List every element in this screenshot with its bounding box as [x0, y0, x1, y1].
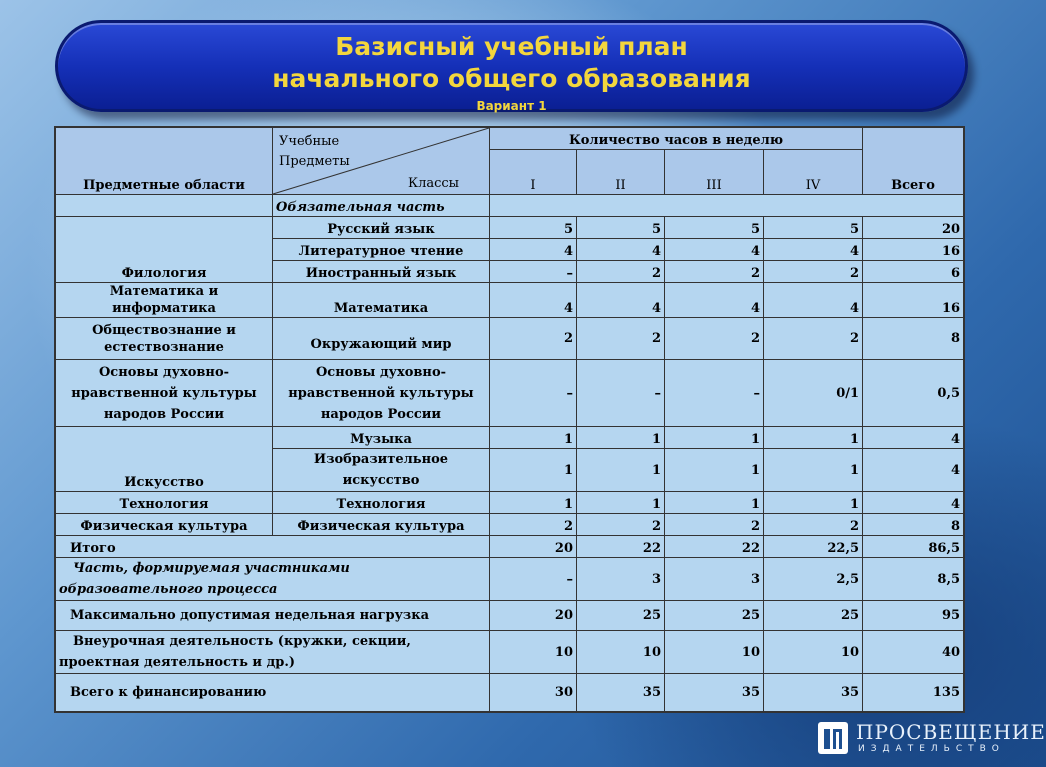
- area-cell: Филология: [56, 217, 273, 283]
- table-row: [56, 360, 964, 427]
- subject-cell: Изобразительное искусство: [273, 449, 490, 492]
- subject-cell: Русский язык: [273, 217, 490, 239]
- hours-cell: 2,5: [764, 558, 863, 601]
- hours-cell: 22,5: [764, 536, 863, 558]
- hours-cell: 1: [490, 449, 577, 492]
- summary-label: Внеурочная деятельность (кружки, секции, проектная деятельность и др.): [56, 631, 490, 674]
- total-cell: 16: [863, 283, 964, 318]
- hours-cell: 1: [577, 492, 665, 514]
- hours-cell: 5: [490, 217, 577, 239]
- hours-cell: 5: [577, 217, 665, 239]
- subject-cell: Математика: [273, 283, 490, 318]
- area-cell: Обществознание и естествознание: [56, 318, 273, 360]
- hours-cell: 2: [764, 318, 863, 360]
- hours-cell: 2: [577, 514, 665, 536]
- area-cell: Математика и информатика: [56, 283, 273, 318]
- table-row: [56, 492, 964, 514]
- summary-row: [56, 536, 964, 558]
- summary-row: [56, 601, 964, 631]
- hours-cell: 1: [577, 427, 665, 449]
- grade-header: II: [577, 150, 665, 195]
- hours-cell: –: [490, 360, 577, 427]
- subject-cell: Иностранный язык: [273, 261, 490, 283]
- hours-cell: 4: [665, 283, 764, 318]
- empty-cell: [490, 195, 964, 217]
- hours-cell: 1: [764, 492, 863, 514]
- hours-cell: 4: [490, 283, 577, 318]
- hours-cell: 35: [665, 674, 764, 712]
- hours-cell: 0/1: [764, 360, 863, 427]
- total-cell: 6: [863, 261, 964, 283]
- mandatory-part-label: Обязательная часть: [273, 195, 490, 217]
- hours-cell: 30: [490, 674, 577, 712]
- publisher-subtitle: ИЗДАТЕЛЬСТВО: [858, 744, 1005, 754]
- table-row: [56, 217, 964, 239]
- hours-cell: 1: [665, 492, 764, 514]
- hours-cell: 4: [665, 239, 764, 261]
- hours-cell: 1: [490, 492, 577, 514]
- hours-cell: 4: [764, 239, 863, 261]
- hours-cell: 25: [764, 601, 863, 631]
- hours-cell: 3: [665, 558, 764, 601]
- total-cell: 8: [863, 318, 964, 360]
- hours-cell: 25: [577, 601, 665, 631]
- total-cell: 95: [863, 601, 964, 631]
- grade-header: III: [665, 150, 764, 195]
- hours-cell: 4: [577, 239, 665, 261]
- summary-row: [56, 631, 964, 674]
- total-cell: 0,5: [863, 360, 964, 427]
- hours-cell: 22: [665, 536, 764, 558]
- variant-label: Вариант 1: [476, 99, 547, 113]
- hours-cell: 22: [577, 536, 665, 558]
- total-cell: 86,5: [863, 536, 964, 558]
- hours-cell: 25: [665, 601, 764, 631]
- grade-header: I: [490, 150, 577, 195]
- hours-cell: 1: [764, 449, 863, 492]
- hours-cell: 1: [577, 449, 665, 492]
- publisher-name: ПРОСВЕЩЕНИЕ: [856, 720, 1046, 744]
- hours-cell: 4: [490, 239, 577, 261]
- total-cell: 8,5: [863, 558, 964, 601]
- table-row: [56, 514, 964, 536]
- total-cell: 135: [863, 674, 964, 712]
- title-line-2: начального общего образования: [272, 64, 751, 93]
- summary-label: Итого: [56, 536, 490, 558]
- hours-cell: 35: [577, 674, 665, 712]
- total-cell: 4: [863, 492, 964, 514]
- hours-cell: 2: [577, 318, 665, 360]
- hours-cell: –: [490, 558, 577, 601]
- table-row: [56, 427, 964, 449]
- hours-cell: –: [665, 360, 764, 427]
- total-cell: 8: [863, 514, 964, 536]
- hours-cell: 10: [764, 631, 863, 674]
- header-area: Предметные области: [56, 128, 273, 195]
- hours-cell: 2: [665, 514, 764, 536]
- subject-cell: Физическая культура: [273, 514, 490, 536]
- hours-cell: –: [490, 261, 577, 283]
- empty-cell: [56, 195, 273, 217]
- hours-cell: 20: [490, 601, 577, 631]
- hours-cell: 2: [490, 318, 577, 360]
- summary-row: [56, 558, 964, 601]
- header-subjects: Учебные Предметы: [279, 134, 350, 169]
- total-cell: 40: [863, 631, 964, 674]
- hours-cell: 1: [665, 449, 764, 492]
- area-cell: Физическая культура: [56, 514, 273, 536]
- publisher-logo-icon: [818, 722, 848, 754]
- curriculum-table: [55, 127, 964, 712]
- hours-cell: 20: [490, 536, 577, 558]
- hours-cell: 4: [577, 283, 665, 318]
- subject-cell: Музыка: [273, 427, 490, 449]
- header-classes: Классы: [408, 176, 459, 191]
- hours-cell: 2: [764, 514, 863, 536]
- hours-cell: 1: [764, 427, 863, 449]
- hours-cell: 2: [665, 318, 764, 360]
- summary-label: Всего к финансированию: [56, 674, 490, 712]
- header-total: Всего: [863, 128, 964, 195]
- hours-cell: 2: [764, 261, 863, 283]
- hours-cell: 5: [665, 217, 764, 239]
- subject-cell: Литературное чтение: [273, 239, 490, 261]
- title-banner: [55, 20, 968, 112]
- hours-cell: 1: [665, 427, 764, 449]
- summary-label: Максимально допустимая недельная нагрузка: [56, 601, 490, 631]
- hours-cell: 1: [490, 427, 577, 449]
- hours-cell: –: [577, 360, 665, 427]
- subject-cell: Технология: [273, 492, 490, 514]
- hours-cell: 10: [665, 631, 764, 674]
- hours-cell: 2: [490, 514, 577, 536]
- hours-cell: 10: [490, 631, 577, 674]
- hours-cell: 3: [577, 558, 665, 601]
- total-cell: 16: [863, 239, 964, 261]
- area-cell: Технология: [56, 492, 273, 514]
- total-cell: 20: [863, 217, 964, 239]
- table-row: [56, 283, 964, 318]
- hours-cell: 2: [665, 261, 764, 283]
- publisher-logo: [818, 720, 1046, 760]
- header-hours: Количество часов в неделю: [490, 128, 863, 150]
- table-row: [56, 318, 964, 360]
- total-cell: 4: [863, 449, 964, 492]
- summary-label: Часть, формируемая участниками образовательного процесса: [56, 558, 490, 601]
- subject-cell: Окружающий мир: [273, 318, 490, 360]
- area-cell: Искусство: [56, 427, 273, 492]
- subject-cell: Основы духовно-нравственной культуры народов России: [273, 360, 490, 427]
- total-cell: 4: [863, 427, 964, 449]
- header-subjects-classes: [273, 128, 490, 195]
- summary-row: [56, 674, 964, 712]
- title-line-1: Базисный учебный план: [335, 32, 688, 61]
- area-cell: Основы духовно-нравственной культуры народов России: [56, 360, 273, 427]
- hours-cell: 10: [577, 631, 665, 674]
- grade-header: IV: [764, 150, 863, 195]
- hours-cell: 35: [764, 674, 863, 712]
- hours-cell: 4: [764, 283, 863, 318]
- hours-cell: 5: [764, 217, 863, 239]
- hours-cell: 2: [577, 261, 665, 283]
